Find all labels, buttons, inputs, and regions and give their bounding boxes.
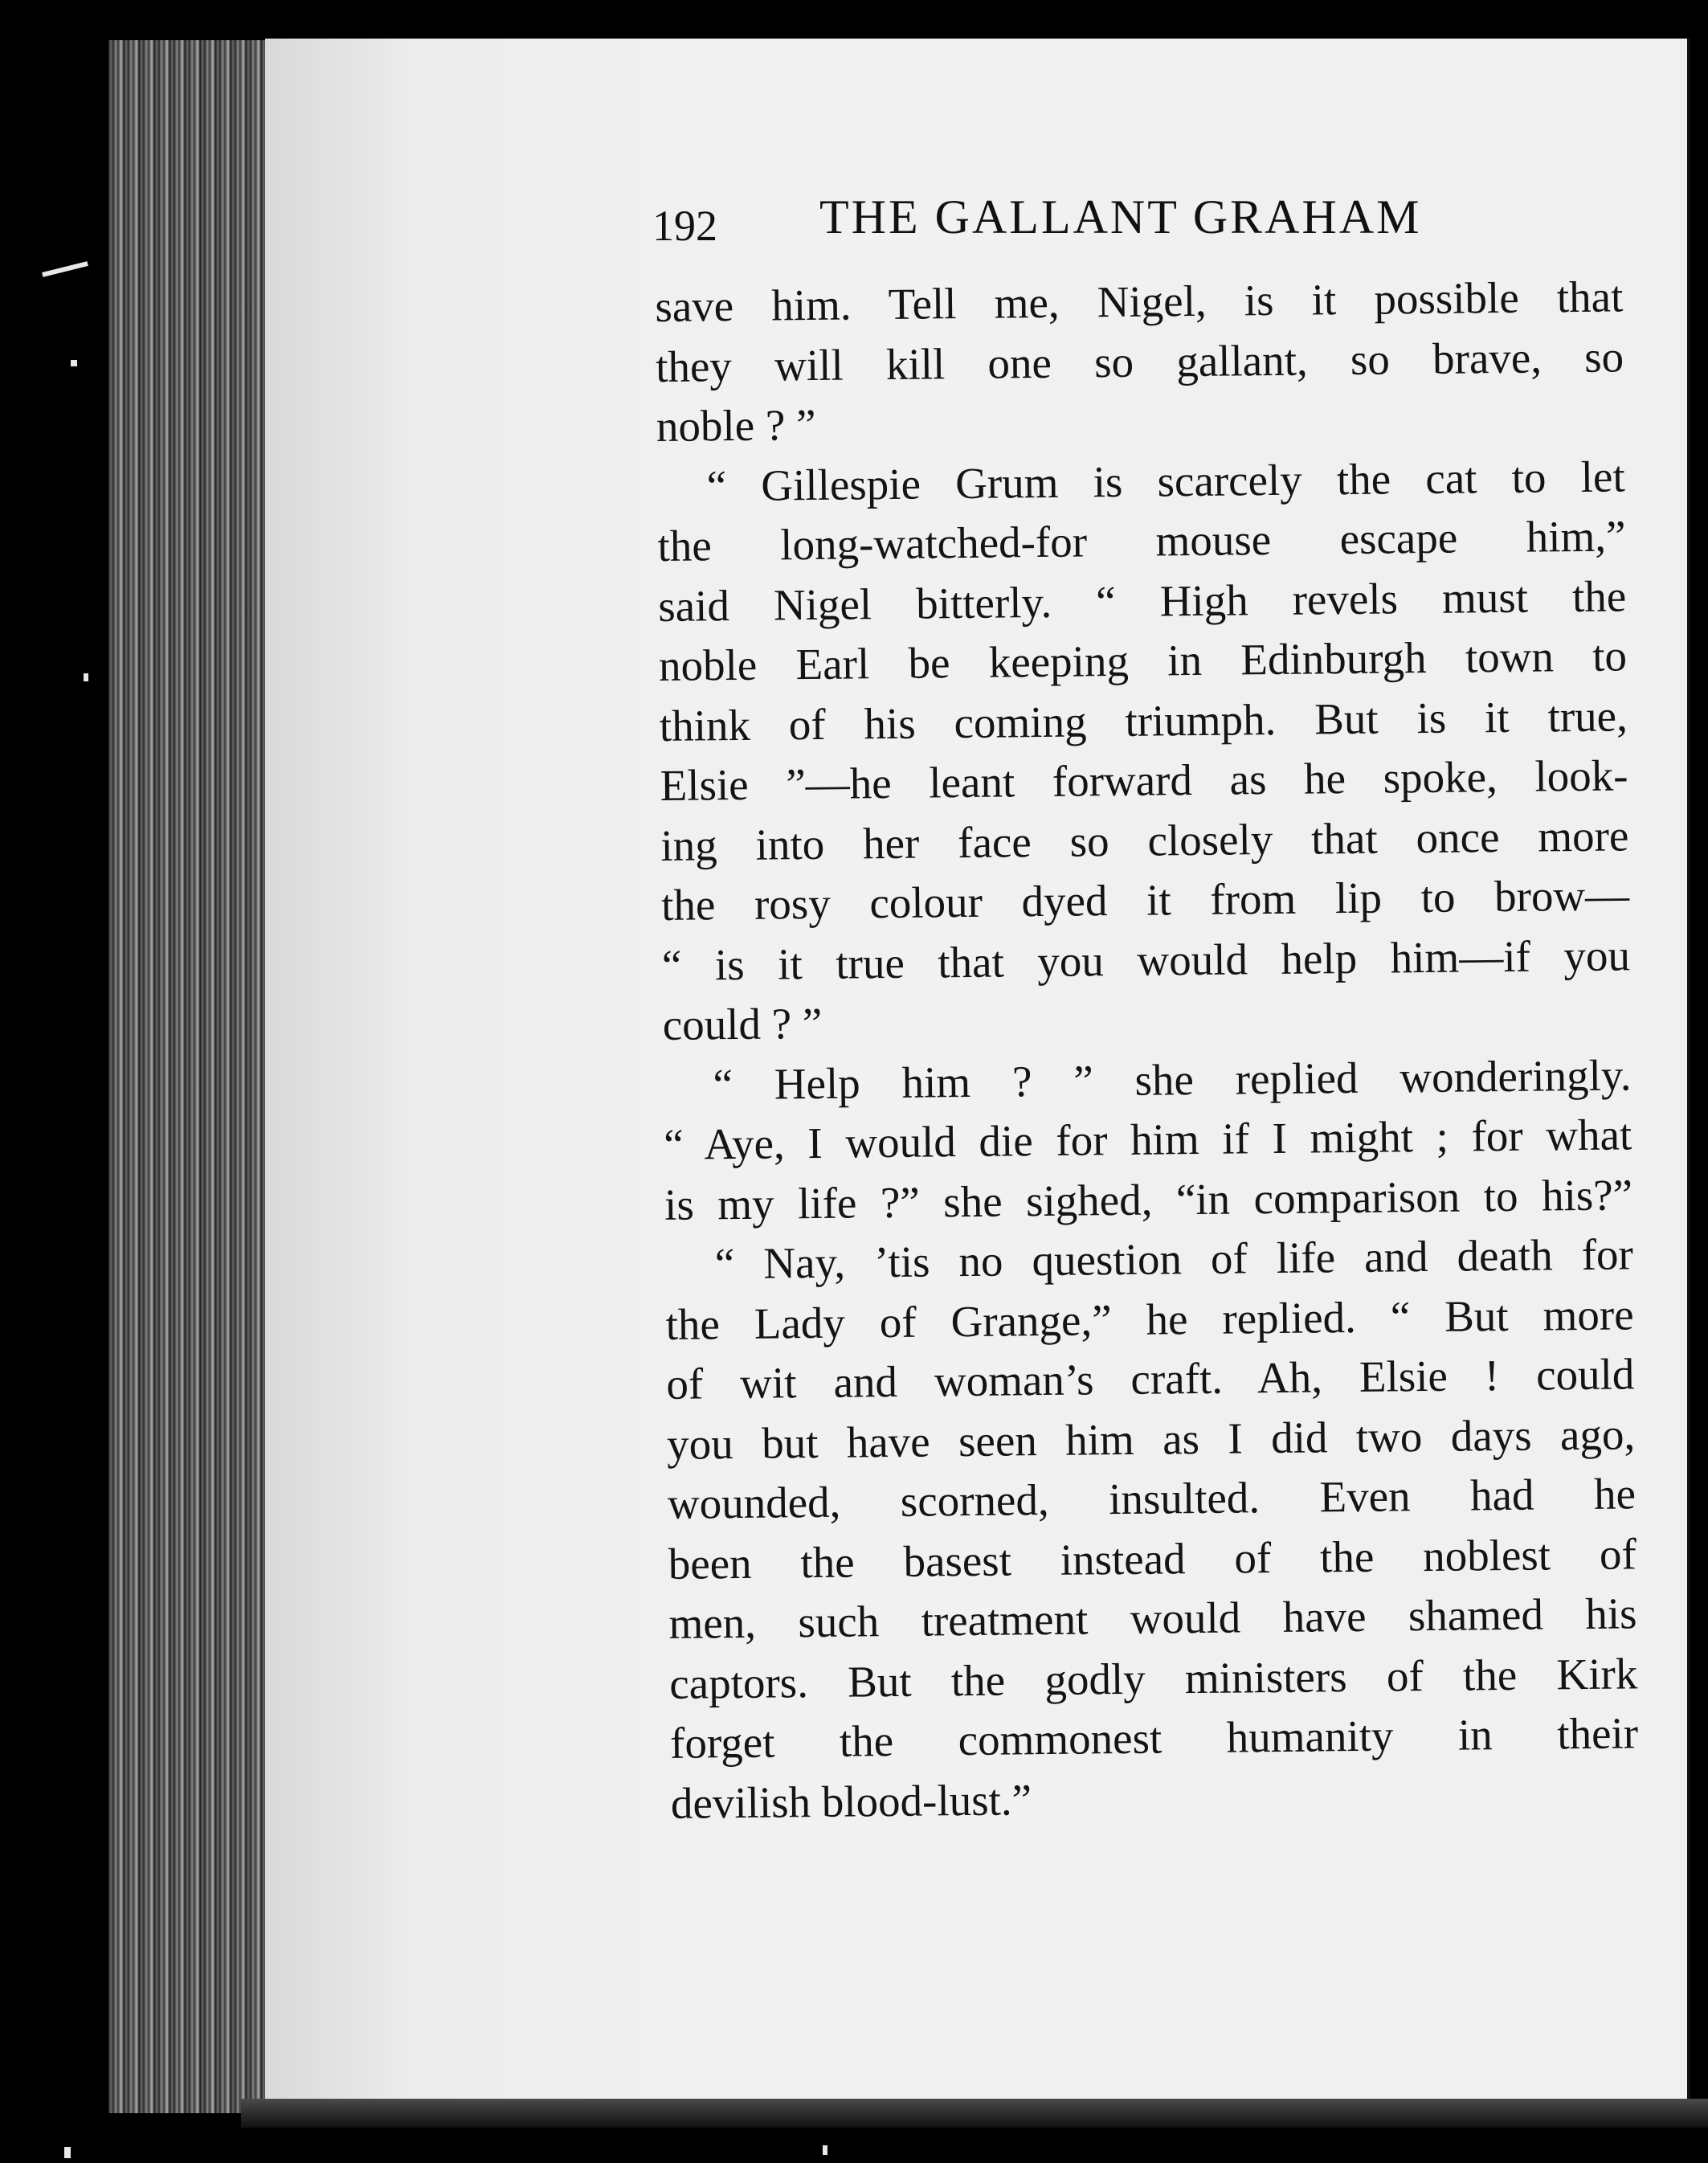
text-line: “ is it true that you would help him—if you — [661, 930, 1631, 990]
text-line: captors. But the godly ministers of the Kirk — [669, 1648, 1638, 1708]
text-line: the long-watched-for mouse escape him,” — [657, 511, 1626, 570]
text-line: said Nigel bitterly. “ High revels must the — [657, 570, 1627, 631]
text-line: “ Help him ? ” she replied wonderingly. — [713, 1049, 1632, 1109]
text-line: been the basest instead of the noblest of — [668, 1528, 1637, 1589]
text-line: “ Aye, I would die for him if I might ; for what — [663, 1110, 1632, 1169]
text-line: noble Earl be keeping in Edinburgh town to — [658, 631, 1628, 690]
running-title: THE GALLANT GRAHAM — [819, 190, 1422, 243]
text-line: men, such treatment would have shamed his — [668, 1589, 1637, 1648]
page-bottom-shadow — [241, 2099, 1708, 2128]
text-line: could ? ” — [662, 998, 823, 1049]
text-line: of wit and woman’s craft. Ah, Elsie ! could — [666, 1349, 1635, 1409]
scan-speck — [71, 360, 77, 366]
text-line: you but have seen him as I did two days ago, — [666, 1409, 1636, 1469]
text-line: the rosy colour dyed it from lip to brow— — [660, 870, 1630, 930]
text-line: ing into her face so closely that once more — [660, 810, 1629, 870]
scan-speck — [42, 261, 88, 277]
text-line: think of his coming triumph. But is it true, — [659, 690, 1628, 750]
text-line: Elsie ”—he leant forward as he spoke, look- — [660, 750, 1628, 810]
scan-speck — [823, 2145, 827, 2155]
scan-speck — [84, 673, 88, 681]
page-number: 192 — [652, 202, 717, 250]
text-line: save him. Tell me, Nigel, is it possible that — [655, 272, 1624, 331]
running-header — [652, 190, 1456, 262]
body-text — [655, 267, 1639, 1834]
text-line: noble ? ” — [656, 399, 816, 451]
text-line: they will kill one so gallant, so brave, so — [655, 331, 1624, 391]
text-line: devilish blood-lust.” — [670, 1774, 1032, 1828]
text-line: wounded, scorned, insulted. Even had he — [667, 1469, 1636, 1528]
scan-speck — [64, 2147, 71, 2158]
text-line: is my life ?” she sighed, “in comparison to his?” — [664, 1169, 1633, 1229]
text-line: “ Gillespie Grum is scarcely the cat to let — [706, 451, 1625, 510]
text-line: “ Nay, ’tis no question of life and death for — [714, 1229, 1634, 1289]
text-line: forget the commonest humanity in their — [669, 1708, 1639, 1768]
text-line: the Lady of Grange,” he replied. “ But more — [665, 1289, 1634, 1349]
